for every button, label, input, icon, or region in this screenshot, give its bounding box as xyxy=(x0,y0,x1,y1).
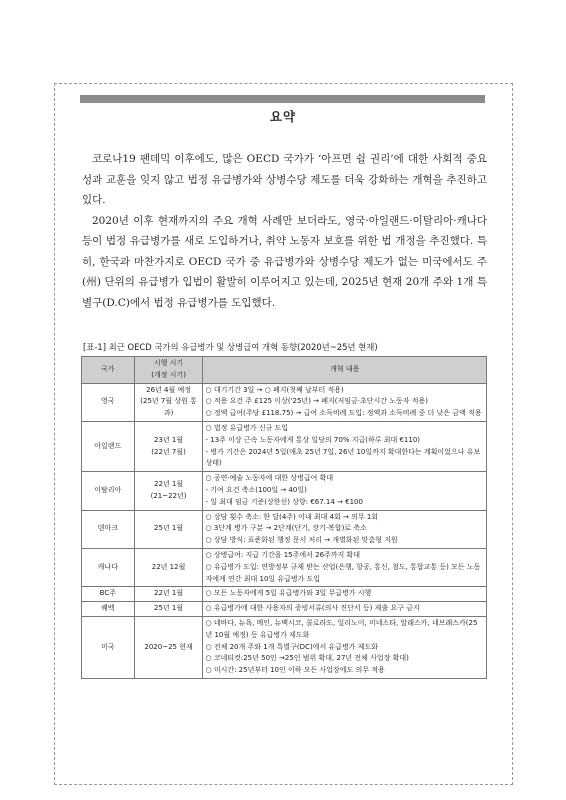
table-caption: [표-1] 최근 OECD 국가의 유급병가 및 상병급여 개혁 동향(2020년~25년 현재) xyxy=(83,342,378,352)
summary-body xyxy=(82,149,487,313)
table-row xyxy=(82,587,487,602)
content-line: ○ 공연·예술 노동자에 대한 상병급여 확대 xyxy=(205,474,334,483)
content-line: ○ 네바다, 뉴욕, 메인, 뉴멕시코, 콜로라도, 일리노이, 미네소타, 알래스카, 네브래스카(25년 10월 예정) 등 유급병가 제도화 xyxy=(205,618,478,639)
header-timing: 시행 시기 (개정 시기) xyxy=(134,357,203,384)
summary-paragraph-2: 2020년 이후 현재까지의 주요 개혁 사례만 보더라도, 영국·아일랜드·이탈리아·캐나다 등이 법정 유급병가를 새로 도입하거나, 취약 노동자 보호를 위한 법 개정을 추진했다. 특히, 한국과 마찬가지로 OECD 국가 중 유급병가와 상병수당 제도가 없는 미국에서도 주(州) 단위의 유급병가 입법이 활발히 이루어지고 있는데, 2025년 현재 20개 주와 1개 특별구(D.C)에서 법정 유급병가를 도입했다. xyxy=(82,214,487,309)
cell-content xyxy=(203,472,487,510)
cell-content xyxy=(203,587,487,602)
content-line: ○ 상병급여: 지급 기간을 15주에서 26주까지 확대 xyxy=(205,550,361,559)
content-line: ○ 전체 20개 주와 1개 특별구(DC)에서 유급병가 제도화 xyxy=(205,642,378,651)
cell-content xyxy=(203,602,487,617)
content-line: ○ 3단계 병가 구분 → 2단계(단기, 장기·복합)로 축소 xyxy=(205,524,367,533)
cell-country: 캐나다 xyxy=(82,548,135,586)
cell-timing: 26년 4월 예정 (25년 7월 상원 통과) xyxy=(134,383,203,421)
cell-country: 퀘벡 xyxy=(82,602,135,617)
cell-content xyxy=(203,383,487,421)
content-line: - 기여 요건 축소(100일 → 40일) xyxy=(205,485,307,494)
cell-content xyxy=(203,510,487,548)
content-line: ○ 적용 요건 주 £125 이상('25년) → 폐지(저임금·초단시간 노동자 적용) xyxy=(205,397,429,406)
table-row xyxy=(82,510,487,548)
cell-country: 이탈리아 xyxy=(82,472,135,510)
table-row xyxy=(82,548,487,586)
content-line: - 13주 이상 근속 노동자에게 통상 일당의 70% 지급(하루 최대 €110) xyxy=(205,435,421,444)
cell-content xyxy=(203,421,487,471)
content-line: ○ 코네티컷:25년 50인 →25인 범위 확대, 27년 전체 사업장 확대) xyxy=(205,654,409,663)
table-row xyxy=(82,421,487,471)
content-line: - 병가 기간은 2024년 5일(애초 25년 7일, 26년 10일까지 확대한다는 계획이었으나 유보 상태) xyxy=(205,447,481,468)
summary-paragraph-1: 코로나19 팬데믹 이후에도, 많은 OECD 국가가 ‘아프면 쉴 권리’에 대한 사회적 중요성과 교훈을 잊지 않고 법정 유급병가와 상병수당 제도를 더욱 강화하는 개혁을 추진하고 있다. xyxy=(82,153,487,206)
table-body xyxy=(82,383,487,678)
cell-timing: 22년 12월 xyxy=(134,548,203,586)
cell-timing: 25년 1월 xyxy=(134,602,203,617)
content-line: ○ 정액 급여(주당 £118.75) → 급여 소득비례 도입: 정액과 소득비례 중 더 낮은 금액 적용 xyxy=(205,409,482,418)
cell-timing: 22년 1월 xyxy=(134,587,203,602)
table-row xyxy=(82,383,487,421)
cell-country: 영국 xyxy=(82,383,135,421)
content-line: ○ 유급병가 도입: 연방정부 규제 받는 산업(은행, 항공, 통신, 철도, 통합교통 등) 모든 노동자에게 연간 최대 10일 유급병가 도입 xyxy=(205,562,481,583)
cell-timing: 23년 1월 (22년 7월) xyxy=(134,421,203,471)
cell-country: 미국 xyxy=(82,616,135,678)
table-row xyxy=(82,602,487,617)
content-line: ○ 법정 유급병가 신규 도입 xyxy=(205,423,289,432)
cell-timing: 22년 1월 (21~22년) xyxy=(134,472,203,510)
table-row xyxy=(82,472,487,510)
table-header-row xyxy=(82,357,487,384)
reform-table xyxy=(81,356,487,679)
content-line: ○ 대기기간 3일 → ○ 폐지(첫째 날부터 적용) xyxy=(205,385,344,394)
content-line: ○ 유급병가에 대한 사용자의 증빙서류(의사 진단서 등) 제출 요구 금지 xyxy=(205,604,420,613)
content-line: - 일 최대 임금 기준(상한선) 상향: €67.14 → €100 xyxy=(205,497,363,506)
content-line: ○ 상담 횟수 축소: 한 달(4주) 이내 최대 4회 → 의무 1회 xyxy=(205,512,379,521)
header-content: 개혁 내용 xyxy=(203,357,487,384)
header-country: 국가 xyxy=(82,357,135,384)
cell-country: BC주 xyxy=(82,587,135,602)
title-bar-decoration xyxy=(80,95,485,103)
cell-content xyxy=(203,548,487,586)
cell-country: 아일랜드 xyxy=(82,421,135,471)
page-title: 요약 xyxy=(269,109,297,124)
cell-country: 덴마크 xyxy=(82,510,135,548)
content-line: ○ 상담 방식: 표준화된 행정 문서 처리 → 개별화된 맞춤형 지원 xyxy=(205,536,398,545)
table-row xyxy=(82,616,487,678)
content-line: ○ 모든 노동자에게 5일 유급병가와 3일 무급병가 시행 xyxy=(205,589,372,598)
cell-content xyxy=(203,616,487,678)
cell-timing: 25년 1월 xyxy=(134,510,203,548)
content-line: ○ 미시간: 25년부터 10인 이하 모든 사업장에도 의무 적용 xyxy=(205,666,385,675)
cell-timing: 2020~25 현재 xyxy=(134,616,203,678)
